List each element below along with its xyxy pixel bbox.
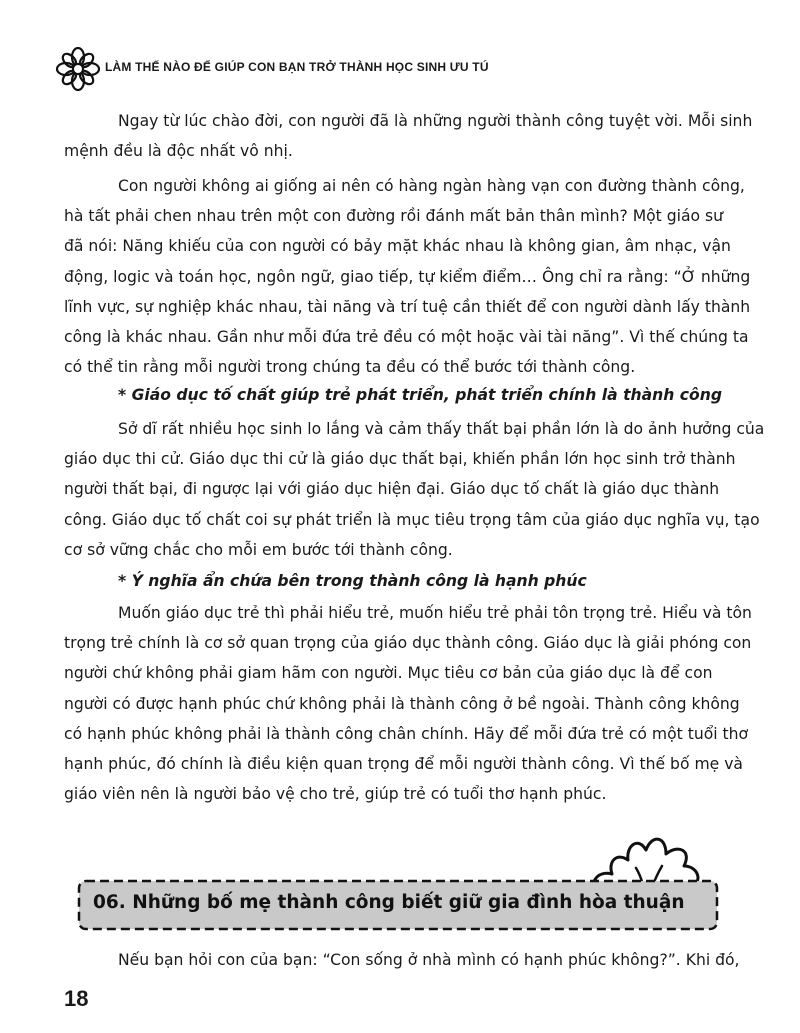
flower-icon xyxy=(55,46,101,92)
subheading: * Ý nghĩa ẩn chứa bên trong thành công là hạnh phúc xyxy=(118,572,587,590)
body-text xyxy=(64,598,752,809)
text-line: giáo viên nên là người bảo vệ cho trẻ, giúp trẻ có tuổi thơ hạnh phúc. xyxy=(64,785,607,804)
text-line: động, logic và toán học, ngôn ngữ, giao tiếp, tự kiểm điểm… Ông chỉ ra rằng: “Ở những xyxy=(64,267,751,286)
subheading: * Giáo dục tố chất giúp trẻ phát triển, phát triển chính là thành công xyxy=(118,386,723,404)
text-line: lĩnh vực, sự nghiệp khác nhau, tài năng và trí tuệ cần thiết để con người dành lấy thành xyxy=(64,297,751,316)
text-line: Con người không ai giống ai nên có hàng ngàn hàng vạn con đường thành công, xyxy=(118,177,745,195)
section-banner xyxy=(77,879,719,931)
paragraph xyxy=(64,566,724,596)
text-line: có hạnh phúc không phải là thành công chân chính. Hãy để mỗi đứa trẻ có một tuổi thơ xyxy=(64,724,749,743)
text-line: giáo dục thi cử. Giáo dục thi cử là giáo dục thất bại, khiến phần lớn học sinh trở thành xyxy=(64,450,736,469)
text-line: trọng trẻ chính là cơ sở quan trọng của giáo dục thành công. Giáo dục là giải phóng con xyxy=(64,634,752,653)
paragraph xyxy=(64,598,752,809)
body-text xyxy=(64,566,724,596)
text-line: người có được hạnh phúc chứ không phải là thành công ở bề ngoài. Thành công không xyxy=(64,694,740,713)
text-line: mệnh đều là độc nhất vô nhị. xyxy=(64,142,293,161)
body-text xyxy=(64,171,751,382)
paragraph xyxy=(64,171,751,382)
body-text xyxy=(64,945,740,975)
body-text xyxy=(64,380,724,410)
text-line: người thất bại, đi ngược lại với giáo dục hiện đại. Giáo dục tố chất là giáo dục thành xyxy=(64,480,720,499)
paragraph xyxy=(64,106,753,166)
paragraph xyxy=(64,945,740,975)
text-line: đã nói: Năng khiếu của con người có bảy mặt khác nhau là không gian, âm nhạc, vận xyxy=(64,237,731,256)
text-line: có thể tin rằng mỗi người trong chúng ta đều có thể bước tới thành công. xyxy=(64,358,636,377)
text-line: Sở dĩ rất nhiều học sinh lo lắng và cảm thấy thất bại phần lớn là do ảnh hưởng của xyxy=(118,420,765,438)
text-line: người chứ không phải giam hãm con người. Mục tiêu cơ bản của giáo dục là để con xyxy=(64,664,713,683)
body-text xyxy=(64,414,765,565)
text-line: Muốn giáo dục trẻ thì phải hiểu trẻ, muốn hiểu trẻ phải tôn trọng trẻ. Hiểu và tôn xyxy=(118,604,752,622)
text-line: hạnh phúc, đó chính là điều kiện quan trọng để mỗi người thành công. Vì thế bố mẹ và xyxy=(64,755,743,774)
page-number: 18 xyxy=(64,986,89,1011)
body-text xyxy=(64,106,753,166)
text-line: Ngay từ lúc chào đời, con người đã là những người thành công tuyệt vời. Mỗi sinh xyxy=(118,112,753,130)
text-line: công là khác nhau. Gần như mỗi đứa trẻ đều có một hoặc vài tài năng”. Vì thế chúng ta xyxy=(64,328,749,347)
paragraph xyxy=(64,380,724,410)
header-title: LÀM THẾ NÀO ĐỂ GIÚP CON BẠN TRỞ THÀNH HỌC SINH ƯU TÚ xyxy=(105,60,489,74)
text-line: cơ sở vững chắc cho mỗi em bước tới thành công. xyxy=(64,540,453,559)
paragraph xyxy=(64,414,765,565)
section-title: 06. Những bố mẹ thành công biết giữ gia đình hòa thuận xyxy=(93,892,685,913)
text-line: công. Giáo dục tố chất coi sự phát triển là mục tiêu trọng tâm của giáo dục nghĩa vụ, tạo xyxy=(64,510,760,529)
text-line: Nếu bạn hỏi con của bạn: “Con sống ở nhà mình có hạnh phúc không?”. Khi đó, xyxy=(118,951,740,969)
text-line: hà tất phải chen nhau trên một con đường rồi đánh mất bản thân mình? Một giáo sư xyxy=(64,207,724,226)
running-header xyxy=(55,46,755,94)
